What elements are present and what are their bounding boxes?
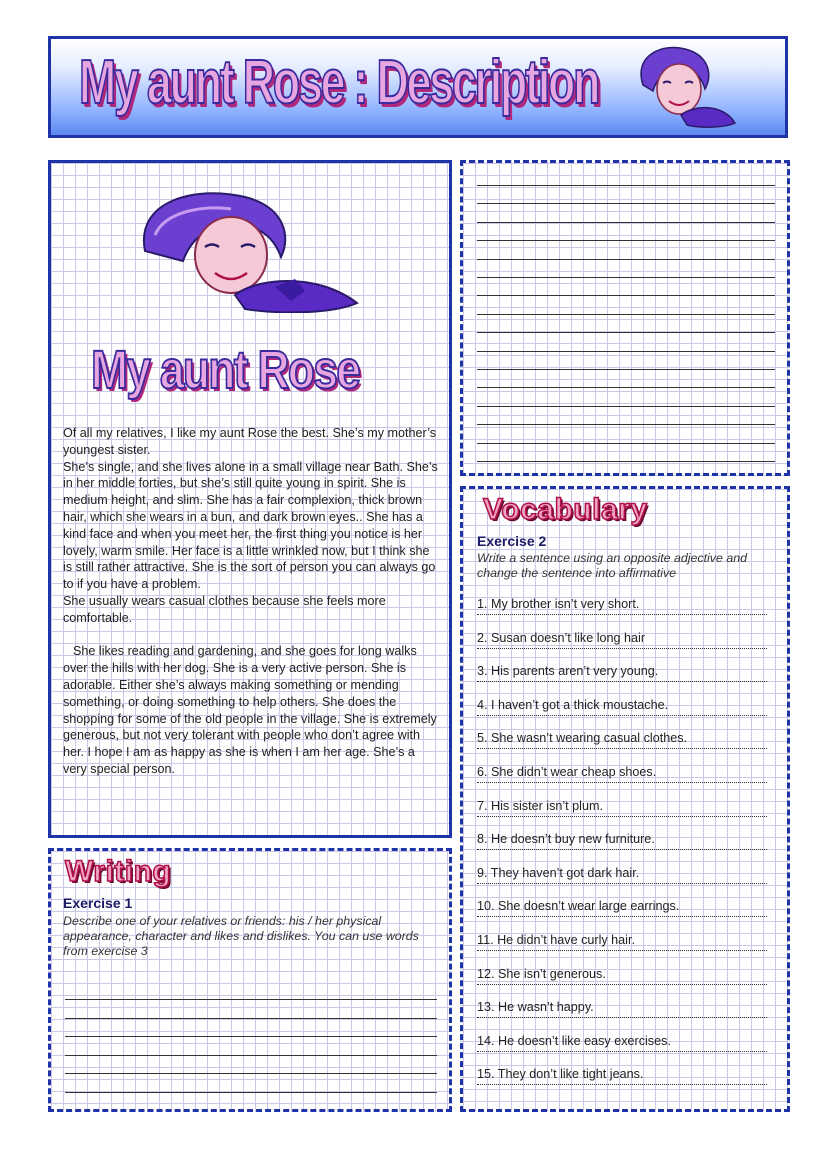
- story-paragraph: Of all my relatives, I like my aunt Rose the best. She’s my mother’s youngest sister.: [63, 426, 437, 457]
- answer-line[interactable]: [477, 277, 775, 278]
- vocabulary-heading: Vocabulary: [483, 493, 648, 526]
- vocabulary-item[interactable]: 3. His parents aren’t very young.: [477, 664, 767, 682]
- answer-line[interactable]: [477, 259, 775, 260]
- page-title: My aunt Rose : Description: [79, 48, 599, 117]
- answer-line[interactable]: [477, 332, 775, 333]
- answer-line[interactable]: [65, 1036, 437, 1037]
- vocabulary-item[interactable]: 6. She didn’t wear cheap shoes.: [477, 765, 767, 783]
- vocabulary-item[interactable]: 1. My brother isn’t very short.: [477, 597, 767, 615]
- writing-panel: [48, 848, 452, 1112]
- answer-line[interactable]: [477, 222, 775, 223]
- answer-line[interactable]: [477, 295, 775, 296]
- exercise-2-title: Exercise 2: [477, 533, 547, 549]
- answer-line[interactable]: [65, 1092, 437, 1093]
- story-title: My aunt Rose: [91, 340, 360, 400]
- answer-line[interactable]: [477, 461, 775, 462]
- vocabulary-item[interactable]: 8. He doesn’t buy new furniture.: [477, 832, 767, 850]
- vocabulary-item[interactable]: 12. She isn’t generous.: [477, 967, 767, 985]
- story-paragraph: She likes reading and gardening, and she goes for long walks over the hills with her dog. She is a very active person. She is adorable. Either she’s always making something or mending something, or doing something to help others. She does the shopping for some of the old people in the village. She is extremely generous, but not very tolerant with people who don’t agree with her. I hope I am as happy as she is when I am her age. She’s a very special person.: [63, 644, 437, 776]
- answer-line[interactable]: [65, 1055, 437, 1056]
- exercise-1-instruction: Describe one of your relatives or friends: his / her physical appearance, character and likes and dislikes. You can use words from exercise 3: [63, 914, 419, 958]
- story-paragraph: She’s single, and she lives alone in a small village near Bath. She’s in her middle forties, but she’s still quite young in spirit. She is medium height, and slim. She has a fair complexion, thick brown hair, which she wears in a bun, and dark brown eyes.. She has a kind face and when you meet her, the first thing you notice is her lovely, warm smile. Her face is a little wrinkled now, but I think she is still rather attractive. She is the sort of person you can always go to if you have a problem.: [63, 459, 438, 592]
- answer-line[interactable]: [65, 1018, 437, 1019]
- vocabulary-item[interactable]: 2. Susan doesn’t like long hair: [477, 631, 767, 649]
- vocabulary-panel: [460, 486, 790, 1112]
- answer-line[interactable]: [477, 406, 775, 407]
- vocabulary-item[interactable]: 7. His sister isn’t plum.: [477, 799, 767, 817]
- answer-line[interactable]: [477, 240, 775, 241]
- vocabulary-item[interactable]: 4. I haven’t got a thick moustache.: [477, 698, 767, 716]
- exercise-2-instruction: Write a sentence using an opposite adjective and change the sentence into affirmative: [477, 551, 748, 580]
- woman-portrait-icon: [623, 45, 743, 131]
- exercise-1-title: Exercise 1: [63, 895, 133, 911]
- vocabulary-item[interactable]: 9. They haven’t got dark hair.: [477, 866, 767, 884]
- story-paragraph: She usually wears casual clothes because she feels more comfortable.: [63, 593, 386, 625]
- answer-line[interactable]: [477, 369, 775, 370]
- vocabulary-item[interactable]: 11. He didn’t have curly hair.: [477, 933, 767, 951]
- vocabulary-item[interactable]: 10. She doesn’t wear large earrings.: [477, 899, 767, 917]
- answer-line[interactable]: [477, 203, 775, 204]
- answer-line[interactable]: [65, 999, 437, 1000]
- story-text: [63, 425, 441, 778]
- answer-lines-panel: [460, 160, 790, 476]
- vocabulary-item[interactable]: 5. She wasn’t wearing casual clothes.: [477, 731, 767, 749]
- header-banner: [48, 36, 788, 138]
- woman-portrait-icon: [135, 191, 365, 313]
- answer-line[interactable]: [477, 387, 775, 388]
- answer-line[interactable]: [477, 443, 775, 444]
- answer-line[interactable]: [477, 314, 775, 315]
- answer-line[interactable]: [477, 351, 775, 352]
- vocabulary-item[interactable]: 13. He wasn’t happy.: [477, 1000, 767, 1018]
- answer-line[interactable]: [477, 185, 775, 186]
- vocabulary-item[interactable]: 14. He doesn’t like easy exercises.: [477, 1034, 767, 1052]
- writing-heading: Writing: [65, 855, 172, 888]
- vocabulary-item[interactable]: 15. They don’t like tight jeans.: [477, 1067, 767, 1085]
- answer-line[interactable]: [65, 1073, 437, 1074]
- story-panel: [48, 160, 452, 838]
- answer-line[interactable]: [477, 424, 775, 425]
